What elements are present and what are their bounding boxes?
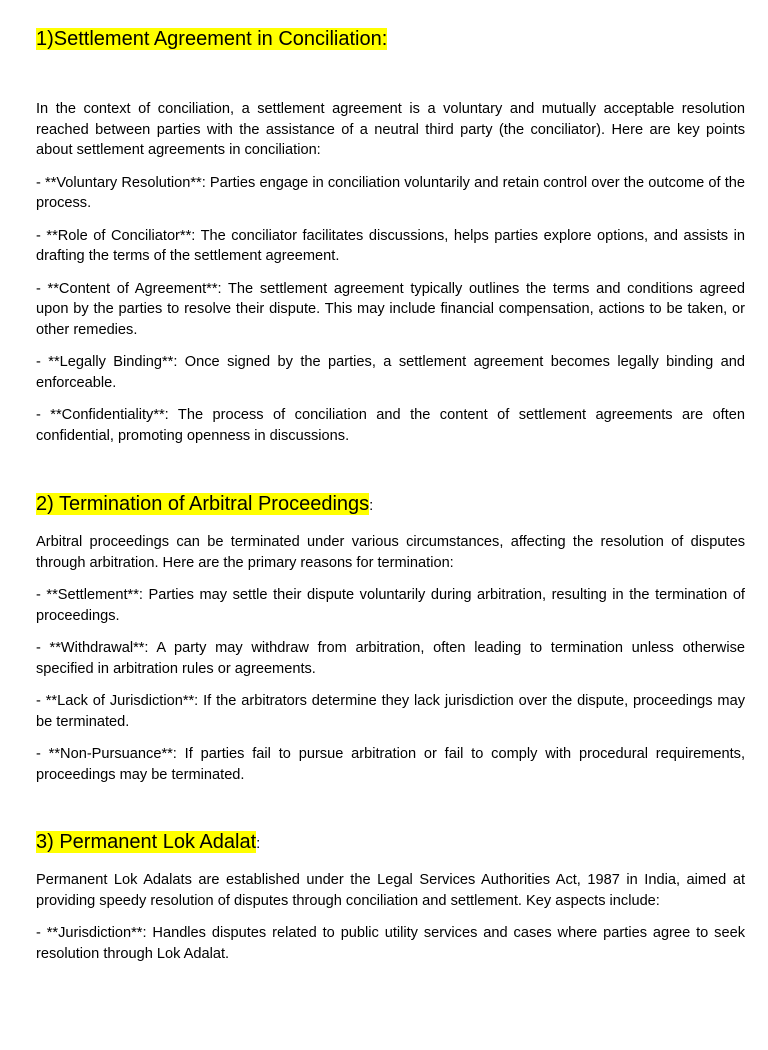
list-item: - **Withdrawal**: A party may withdraw from arbitration, often leading to termination unless otherwise specified in arbitration rules or agreements. (36, 640, 745, 677)
heading-suffix: : (369, 497, 374, 514)
list-item: - **Role of Conciliator**: The conciliator facilitates discussions, helps parties explore options, and assists in drafting the terms of the settlement agreement. (36, 227, 745, 264)
section-settlement-agreement (36, 26, 745, 446)
document-page (0, 26, 768, 1050)
highlighted-heading-text: 2) Termination of Arbitral Proceedings (36, 493, 370, 515)
list-item: - **Settlement**: Parties may settle their dispute voluntarily during arbitration, resulting in the termination of proceedings. (36, 587, 745, 624)
section-heading (36, 491, 745, 519)
section-intro: Permanent Lok Adalats are established under the Legal Services Authorities Act, 1987 in India, aimed at providing speedy resolution of disputes through conciliation and settlement. Key aspects include: (36, 872, 745, 909)
list-item: - **Legally Binding**: Once signed by the parties, a settlement agreement becomes legally binding and enforceable. (36, 354, 745, 391)
section-permanent-lok-adalat (36, 829, 745, 964)
section-termination-arbitral (36, 491, 745, 785)
list-item: - **Lack of Jurisdiction**: If the arbitrators determine they lack jurisdiction over the dispute, proceedings may be terminated. (36, 693, 745, 730)
list-item: - **Voluntary Resolution**: Parties engage in conciliation voluntarily and retain control over the outcome of the process. (36, 174, 745, 211)
list-item: - **Jurisdiction**: Handles disputes related to public utility services and cases where parties agree to seek resolution through Lok Adalat. (36, 925, 745, 962)
list-item: - **Content of Agreement**: The settlement agreement typically outlines the terms and conditions agreed upon by the parties to resolve their dispute. This may include financial compensation, actions to be taken, or other remedies. (36, 280, 745, 338)
section-intro: Arbitral proceedings can be terminated under various circumstances, affecting the resolution of disputes through arbitration. Here are the primary reasons for termination: (36, 534, 745, 571)
section-heading (36, 829, 745, 857)
list-item: - **Non-Pursuance**: If parties fail to pursue arbitration or fail to comply with procedural requirements, proceedings may be terminated. (36, 746, 745, 783)
section-intro: In the context of conciliation, a settlement agreement is a voluntary and mutually acceptable resolution reached between parties with the assistance of a neutral third party (the conciliator). Here are key points about settlement agreements in conciliation: (36, 101, 745, 158)
section-heading (36, 26, 745, 54)
highlighted-heading-text: 3) Permanent Lok Adalat (36, 831, 257, 853)
heading-suffix: : (256, 835, 261, 852)
highlighted-heading-text: 1)Settlement Agreement in Conciliation: (36, 28, 388, 50)
list-item: - **Confidentiality**: The process of conciliation and the content of settlement agreements are often confidential, promoting openness in discussions. (36, 407, 745, 444)
